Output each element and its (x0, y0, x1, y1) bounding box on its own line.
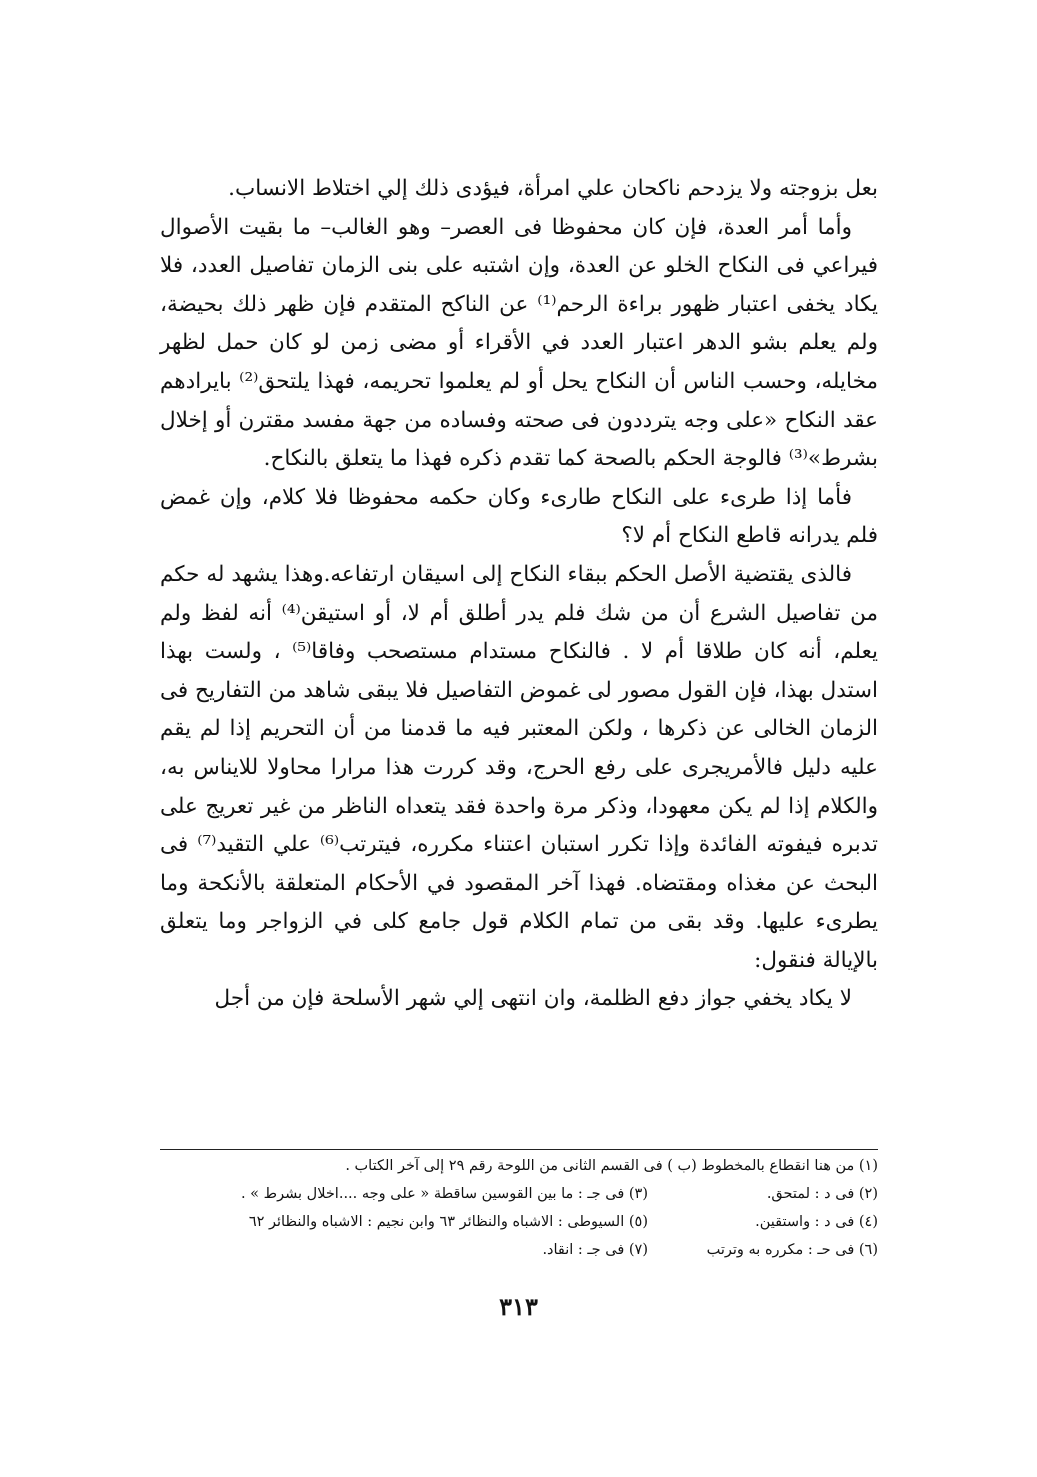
footnote-3: (٣) فى جـ : ما بين القوسين ساقطة « على وجه ....اخلال بشرط » . (240, 1186, 648, 1202)
footnote-2: (٢) فى د : لمتحق. (766, 1186, 878, 1202)
footnote-row (160, 1180, 878, 1208)
body-text (160, 170, 878, 1019)
footnotes (160, 1149, 878, 1264)
page-content (160, 170, 878, 1019)
footnote-row (160, 1236, 878, 1264)
footnote-row (160, 1208, 878, 1236)
paragraph-4: فالذى يقتضية الأصل الحكم ببقاء النكاح إلى اسيقان ارتفاعه.وهذا يشهد له حكم من تفاصيل الشرع أن من شك فلم يدر أطلق أم لا، أو استيقن⁽⁴⁾ أنه لفظ ولم يعلم، أنه كان طلاقا أم لا . فالنكاح مستدام مستصحب وفاقا⁽⁵⁾ ، ولست بهذا استدل بهذا، فإن القول مصور لى غموض التفاصيل فلا يبقى شاهد من التفاريح فى الزمان الخالى عن ذكرها ، ولكن المعتبر فيه ما قدمنا من أن التحريم إذا لم يقم عليه دليل فالأمريجرى على رفع الحرج، وقد كررت هذا مرارا محاولا للايناس به، والكلام إذا لم يكن معهودا، وذكر مرة واحدة فقد يتعداه الناظر من غير تعريج على تدبره فيفوته الفائدة وإذا تكرر استبان اعتناء مكرره، فيترتب⁽⁶⁾ علي التقيد⁽⁷⁾ فى البحث عن مغذاه ومقتضاه. فهذا آخر المقصود في الأحكام المتعلقة بالأنكحة وما يطرىء عليها. وقد بقى من تمام الكلام قول جامع كلى في الزواجر وما يتعلق بالإيالة فنقول: (160, 561, 878, 973)
footnote-row (160, 1152, 878, 1180)
footnote-6: (٦) فى حـ : مكرره به وترتب (706, 1242, 878, 1258)
footnote-4: (٤) فى د : واستقين. (755, 1214, 878, 1230)
paragraph-5: لا يكاد يخفي جواز دفع الظلمة، وان انتهى إلي شهر الأسلحة فإن من أجل (214, 986, 852, 1012)
footnote-7: (٧) فى جـ : انقاد. (542, 1242, 648, 1258)
paragraph-3: فأما إذا طرىء على النكاح طارىء وكان حكمه محفوظا فلا كلام، وإن غمض فلم يدرانه قاطع النكاح أم لا؟ (160, 484, 878, 549)
page-number: ٣١٣ (499, 1292, 538, 1321)
footnote-divider (160, 1149, 878, 1150)
footnote-5: (٥) السيوطى : الاشباه والنظائر ٦٣ وابن نجيم : الاشباه والنظائر ٦٢ (248, 1214, 648, 1230)
footnote-1: (١) من هنا انقطاع بالمخطوط (ب ) فى القسم الثانى من اللوحة رقم ٢٩ إلى آخر الكتاب . (345, 1158, 878, 1174)
paragraph-1: بعل بزوجته ولا يزدحم ناكحان علي امرأة، فيؤدى ذلك إلي اختلاط الانساب. (228, 176, 878, 201)
paragraph-2: وأما أمر العدة، فإن كان محفوظا فى العصر– وهو الغالب– ما بقيت الأصوال فيراعي فى النكاح الخلو عن العدة، وإن اشتبه على بنى الزمان تفاصيل العدد، فلا يكاد يخفى اعتبار ظهور براءة الرحم⁽¹⁾ عن الناكح المتقدم فإن ظهر ذلك بحيضة، ولم يعلم بشو الدهر اعتبار العدد في الأقراء أو مضى زمن لو كان حمل لظهر مخايله، وحسب الناس أن النكاح يحل أو لم يعلموا تحريمه، فهذا يلتحق⁽²⁾ بايرادهم عقد النكاح «على وجه يترددون فى صحته وفساده من جهة مفسد مقترن أو إخلال بشرط»⁽³⁾ فالوجة الحكم بالصحة كما تقدم ذكره فهذا ما يتعلق بالنكاح. (160, 214, 878, 472)
